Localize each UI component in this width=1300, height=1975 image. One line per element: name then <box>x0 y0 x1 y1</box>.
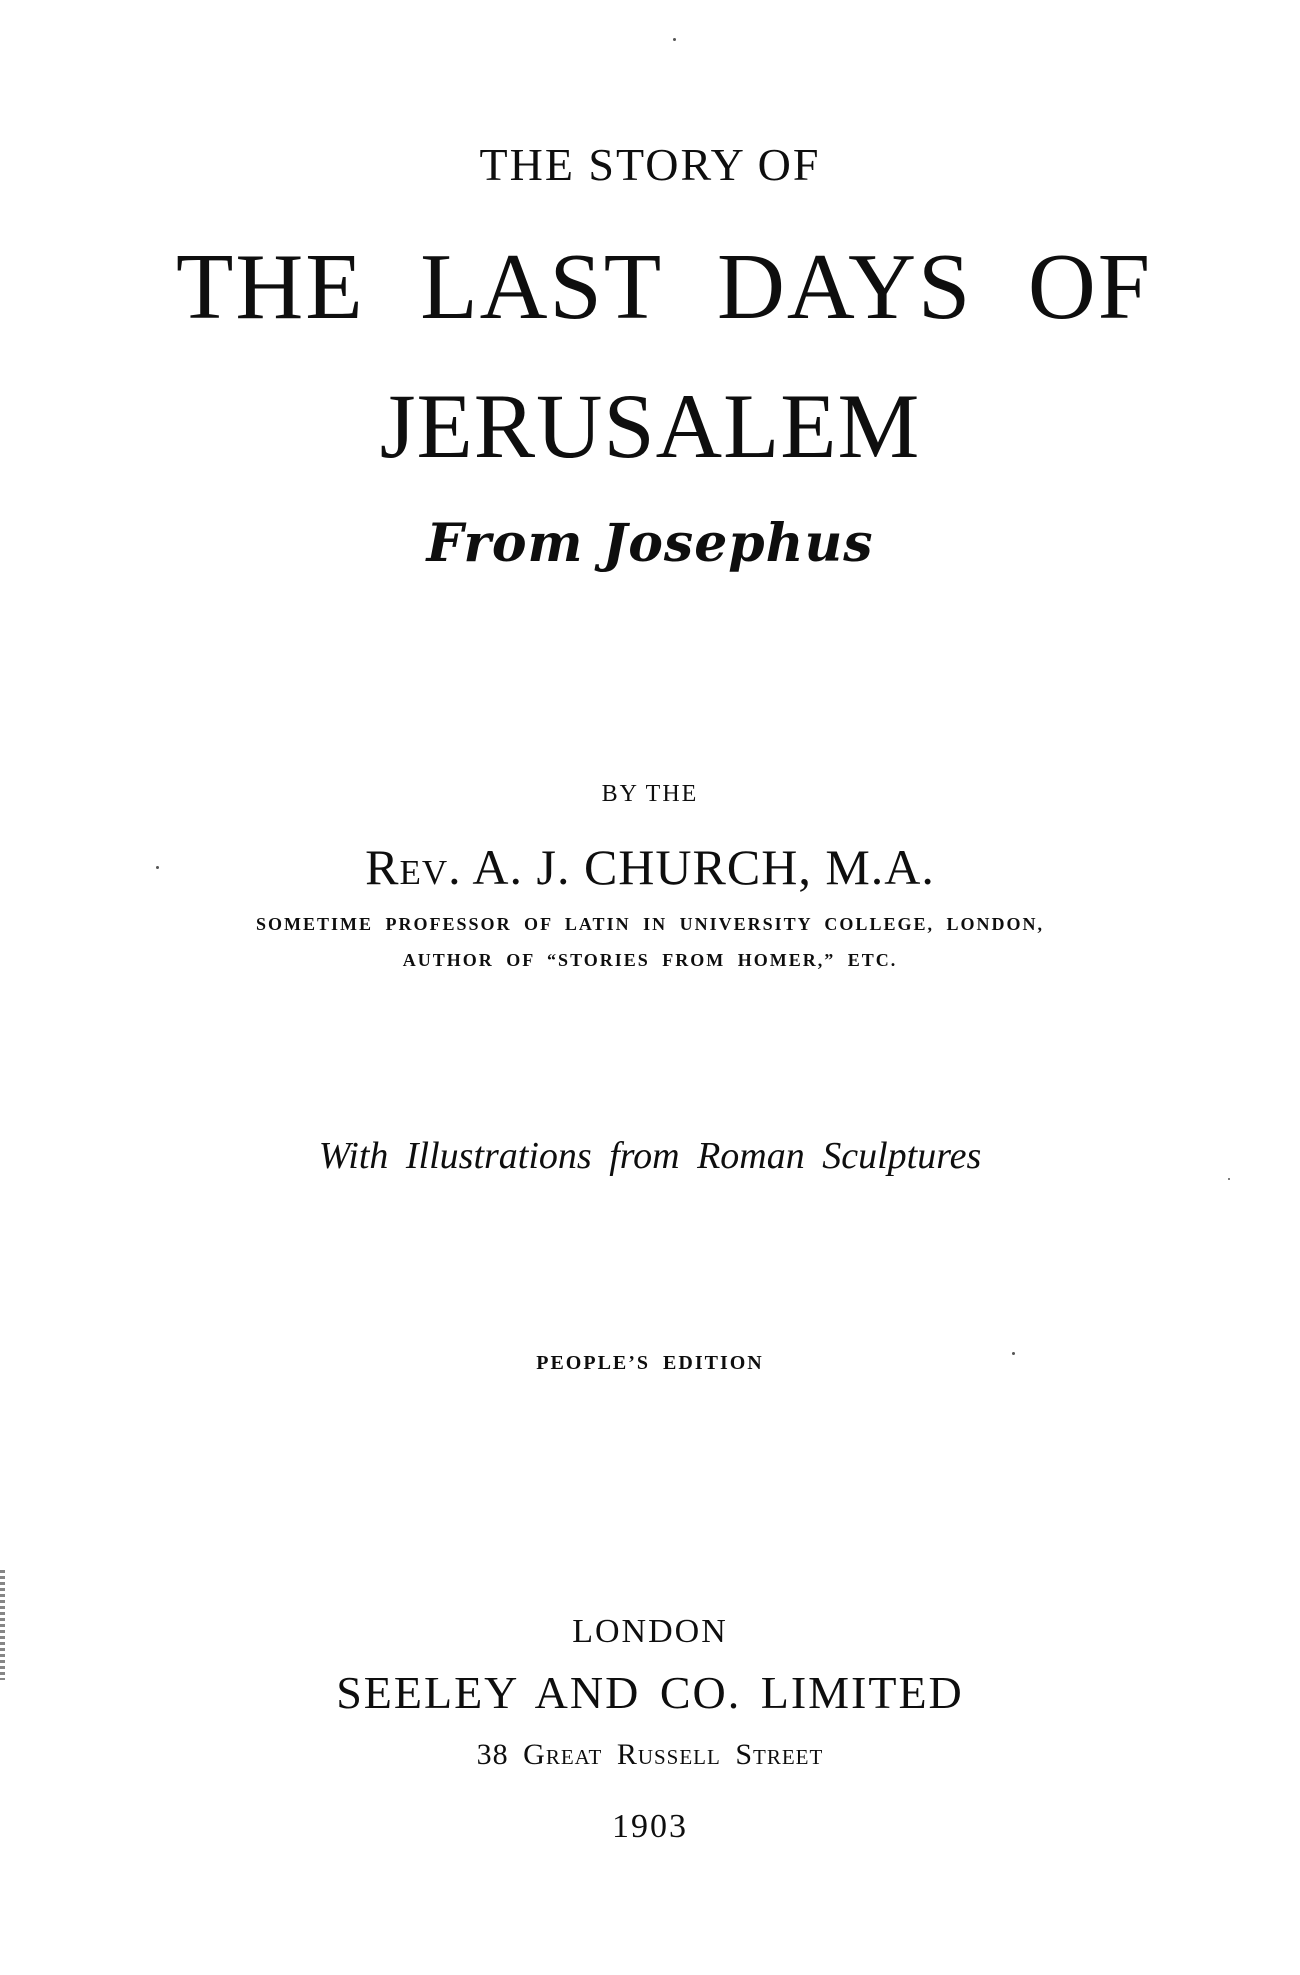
illustrations-note: With Illustrations from Roman Sculptures <box>318 1135 982 1177</box>
book-title-line-2: JERUSALEM <box>379 375 921 477</box>
scan-speck <box>1012 1352 1015 1355</box>
book-title-line-1: THE LAST DAYS OF <box>176 235 1152 339</box>
publication-city: LONDON <box>572 1613 728 1650</box>
scan-speck <box>156 866 159 869</box>
author-name: A. J. CHURCH, M.A. <box>472 839 935 895</box>
publisher-name: SEELEY AND CO. LIMITED <box>336 1667 964 1718</box>
author-prefix: Rev. <box>365 839 462 895</box>
author-credentials-line-2: AUTHOR OF “STORIES FROM HOMER,” ETC. <box>402 950 898 970</box>
pre-title: THE STORY OF <box>479 139 821 190</box>
publication-year: 1903 <box>612 1808 688 1845</box>
author <box>0 839 1300 895</box>
scan-speck <box>1228 1178 1230 1180</box>
subtitle-blackletter: From Josephus <box>426 513 874 574</box>
publisher-address: 38 Great Russell Street <box>476 1738 824 1771</box>
author-credentials-line-1: SOMETIME PROFESSOR OF LATIN IN UNIVERSITY COLLEGE, LONDON, <box>256 914 1044 934</box>
scan-edge-artifact <box>0 1570 5 1680</box>
by-line: BY THE <box>601 781 699 807</box>
edition-label: PEOPLE’S EDITION <box>536 1352 764 1374</box>
scan-speck <box>673 38 676 41</box>
